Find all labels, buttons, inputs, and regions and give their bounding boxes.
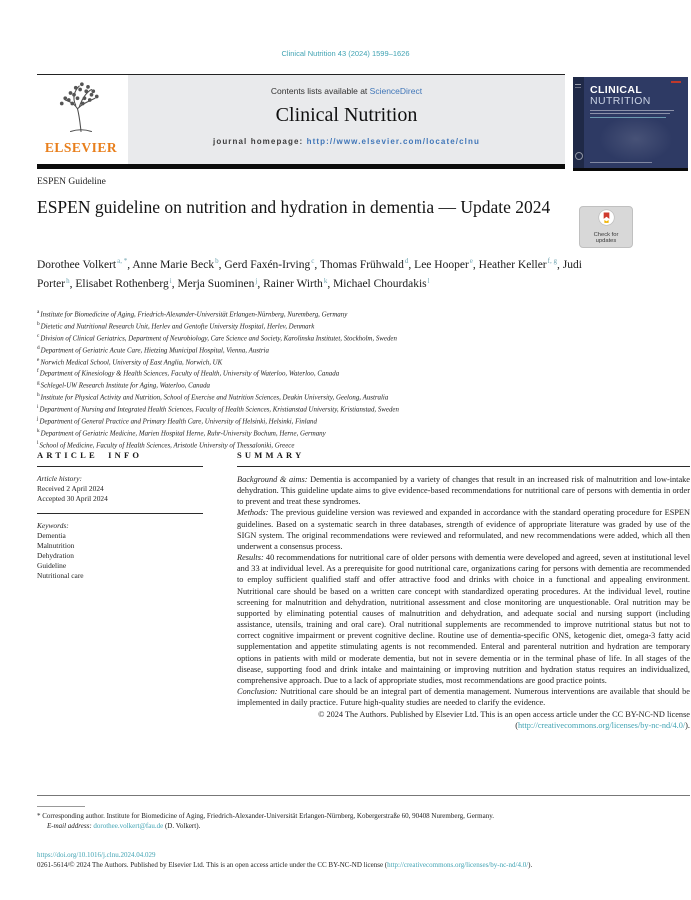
email-link[interactable]: dorothee.volkert@fau.de xyxy=(93,821,164,830)
keyword-item: Malnutrition xyxy=(37,541,75,550)
cover-bottom-line xyxy=(590,162,652,163)
article-type-label: ESPEN Guideline xyxy=(37,177,106,187)
correspondence-marker: * xyxy=(37,812,41,820)
article-title: ESPEN guideline on nutrition and hydration in dementia — Update 2024 xyxy=(37,197,551,217)
affiliation-row xyxy=(37,367,662,379)
summary-section-label: Results: xyxy=(237,553,264,563)
author-sup: b xyxy=(215,257,219,265)
affiliation-text: Institute for Biomedicine of Aging, Friedrich-Alexander-Universität Erlangen-Nürnberg, Nuremberg, Germany xyxy=(40,311,348,319)
affiliation-row xyxy=(37,415,662,427)
affiliation-marker: l xyxy=(37,439,39,446)
affiliation-marker: g xyxy=(37,380,40,387)
summary-heading: SUMMARY xyxy=(237,450,305,460)
affiliation-row xyxy=(37,379,662,391)
author xyxy=(479,259,563,271)
homepage-line xyxy=(128,137,565,146)
cover-subtitle-line xyxy=(590,110,674,111)
author xyxy=(320,259,414,271)
keyword-item: Dementia xyxy=(37,531,66,540)
affiliation-row xyxy=(37,332,662,344)
author-name: Elisabet Rothenberg xyxy=(75,278,169,291)
license-link[interactable]: http://creativecommons.org/licenses/by-nc-nd/4.0/ xyxy=(518,721,686,731)
affiliation-marker: d xyxy=(37,344,40,351)
sciencedirect-link[interactable]: ScienceDirect xyxy=(369,86,423,96)
email-label: E-mail address: xyxy=(47,821,94,830)
summary-section xyxy=(237,552,690,686)
summary-body xyxy=(237,474,690,732)
email-line xyxy=(37,822,690,832)
author-name: Thomas Frühwald xyxy=(319,258,404,271)
summary-column xyxy=(237,450,690,732)
author-sup: e xyxy=(469,257,473,265)
cover-watermark xyxy=(599,115,673,163)
authors-line xyxy=(37,254,595,293)
keywords-label: Keywords: xyxy=(37,521,69,530)
author xyxy=(132,259,224,271)
correspondence-line xyxy=(37,812,690,822)
keyword-item: Dehydration xyxy=(37,551,74,560)
issn-text: 0261-5614/© 2024 The Authors. Published by Elsevier Ltd. This is an open access article under the CC BY-NC-ND license ( xyxy=(37,861,388,869)
email-suffix: (D. Volkert). xyxy=(163,821,201,830)
article-history xyxy=(37,474,203,504)
contents-line xyxy=(128,75,565,96)
header-thick-divider xyxy=(37,164,565,169)
author-sup: h xyxy=(66,276,70,285)
affiliation-marker: b xyxy=(37,320,40,327)
summary-section xyxy=(237,507,690,552)
cover-volume-tick xyxy=(671,81,681,83)
doi-line xyxy=(37,851,155,859)
affiliation-text: School of Medicine, Faculty of Health Sciences, Aristotle University of Thessaloniki, Greece xyxy=(39,442,295,450)
affiliation-marker: a xyxy=(37,309,40,315)
homepage-link[interactable]: http://www.elsevier.com/locate/clnu xyxy=(306,137,480,146)
author-sup: l xyxy=(427,276,430,285)
affiliation-text: Department of Kinesiology & Health Sciences, Faculty of Health, University of Waterloo, Waterloo, Canada xyxy=(39,370,340,378)
affiliation-row xyxy=(37,344,662,356)
cover-title-line1: CLINICAL xyxy=(590,84,643,96)
author xyxy=(177,278,263,290)
affiliation-row xyxy=(37,356,662,368)
cover-title-line2: NUTRITION xyxy=(590,95,651,107)
author-sup: j xyxy=(255,276,258,285)
article-history-label: Article history: xyxy=(37,474,82,483)
summary-section-label: Background & aims: xyxy=(237,475,308,484)
author-name: Merja Suominen xyxy=(177,278,255,291)
author-name: Lee Hooper xyxy=(414,258,469,271)
cover-subtitle-line xyxy=(590,113,670,114)
author xyxy=(333,278,430,290)
issn-suffix: ). xyxy=(528,861,533,869)
journal-header-box xyxy=(128,75,565,164)
affiliation-row xyxy=(37,427,662,439)
affiliation-marker: c xyxy=(37,332,40,339)
journal-cover-thumbnail xyxy=(573,77,688,171)
doi-link[interactable]: https://doi.org/10.1016/j.clnu.2024.04.029 xyxy=(37,851,156,859)
author xyxy=(263,278,333,290)
check-for-updates-label: Check for updates xyxy=(593,232,619,245)
affiliation-text: Dietetic and Nutritional Research Unit, Herlev and Gentofte University Hospital, Herlev, Denmark xyxy=(40,323,315,331)
author xyxy=(414,259,478,271)
affiliation-text: Schlegel-UW Research Institute for Aging, Waterloo, Canada xyxy=(40,382,210,390)
author-name: Heather Keller xyxy=(478,258,547,271)
page-citation: Clinical Nutrition 43 (2024) 1599–1626 xyxy=(281,49,410,58)
affiliation-text: Department of Geriatric Medicine, Marien Hospital Herne, Ruhr-University Bochum, Herne, Germany xyxy=(40,430,326,438)
affiliation-marker: f xyxy=(37,368,39,375)
author-sup: a, * xyxy=(117,257,128,265)
correspondence-text: Corresponding author. Institute for Biomedicine of Aging, Friedrich-Alexander-Universität Erlangen-Nürnberg, Kobergerstraße 60, 90408 Nuremberg, Germany. xyxy=(40,812,495,820)
elsevier-tree-icon xyxy=(52,122,110,139)
summary-section-text: Nutritional care should be an integral part of dementia management. Numerous interventions are available that should be implemented in daily practice. Future high-quality studies are needed to clarify the evidence. xyxy=(237,686,690,708)
keyword-item: Nutritional care xyxy=(37,571,84,580)
author-sup: i xyxy=(169,276,172,285)
issn-license-link[interactable]: http://creativecommons.org/licenses/by-nc-nd/4.0/ xyxy=(387,861,529,869)
history-item: Received 2 April 2024 xyxy=(37,484,104,493)
affiliation-text: Department of Geriatric Acute Care, Hietzing Municipal Hospital, Vienna, Austria xyxy=(40,346,269,354)
elsevier-logo xyxy=(37,79,125,165)
summary-section-text: The previous guideline version was reviewed and expanded in accordance with the standard operating procedure for ESPEN guidelines. Based on a systematic search in three databases, strength of evidence of appropriate literature was graded by use of the SIGN system. The original recommendations were reviewed and reformulated, and new recommendations were added, which all then underwent a consensus process. xyxy=(237,508,690,551)
affiliation-row xyxy=(37,403,662,415)
summary-section-text: 40 recommendations for nutritional care of older persons with dementia were developed and agreed, seven at institutional level and 33 at individual level. As a prerequisite for good nutritional care, organizations caring for persons with dementia are recommended to employ sufficient qualified staff and offer attractive food and drinks with choice in a functional and appealing environment. Nutritional care should be based on a written care concept with standardized operating procedures. At the individual level, routine screening for malnutrition and dehydration, nutritional assessment and close monitoring are unquestionable. Oral nutrition may be supported by eliminating potential causes of malnutrition and dehydration, and adequate social and nursing support (including assistance, utensils, training and oral care). Oral nutritional supplements are recommended to improve nutritional status but not to correct cognitive impairment or prevent cognitive decline. Routine use of dementia-specific ONS, ketogenic diet, omega-3 fatty acid supplementation and appetite stimulating agents is not recommended. Enteral and parenteral nutrition and hydration are temporary options in patients with mild or moderate dementia, but not in severe dementia or in the terminal phase of life. In all stages of the disease, supporting food and drink intake and maintaining or improving nutrition and hydration status requires an individualized, comprehensive approach. Due to a lack of appropriate studies, most recommendations are good practice points. xyxy=(237,553,690,685)
author xyxy=(75,278,177,290)
affiliation-row xyxy=(37,320,662,332)
copyright-text: © 2024 The Authors. Published by Elsevier Ltd. This is an open access article under the CC BY-NC-ND license ( xyxy=(318,710,690,731)
affiliation-row xyxy=(37,439,662,451)
footnote-short-rule xyxy=(37,806,85,807)
author-sup: f, g xyxy=(547,257,557,265)
author xyxy=(224,259,320,271)
contents-prefix: Contents lists available at xyxy=(270,86,370,96)
affiliation-marker: i xyxy=(37,404,39,411)
cover-spine-mark xyxy=(575,84,581,85)
author-name: Rainer Wirth xyxy=(263,278,323,291)
summary-section-label: Methods: xyxy=(237,508,269,518)
author-sup: k xyxy=(323,276,328,285)
divider xyxy=(37,466,203,467)
issn-license-line xyxy=(37,861,690,869)
affiliations-list xyxy=(37,308,662,451)
affiliation-text: Department of General Practice and Primary Health Care, University of Helsinki, Helsinki, Finland xyxy=(39,418,317,426)
divider xyxy=(237,466,690,467)
cover-spine-mark xyxy=(575,87,581,88)
elsevier-wordmark: ELSEVIER xyxy=(44,140,118,155)
copyright-note xyxy=(237,709,690,731)
copyright-suffix: ). xyxy=(685,721,690,731)
keywords-block xyxy=(37,521,203,581)
summary-section xyxy=(237,474,690,507)
affiliation-row xyxy=(37,391,662,403)
article-info-heading: ARTICLE INFO xyxy=(37,450,143,460)
journal-title: Clinical Nutrition xyxy=(275,104,418,126)
author-name: Gerd Faxén-Irving xyxy=(224,258,311,271)
affiliation-marker: j xyxy=(37,416,39,423)
article-info-column xyxy=(37,450,203,581)
author-sup: c xyxy=(311,257,315,265)
affiliation-text: Norwich Medical School, University of East Anglia, Norwich, UK xyxy=(40,358,223,366)
footnote-area-divider xyxy=(37,795,690,796)
author-name: Dorothee Volkert xyxy=(37,258,117,271)
divider xyxy=(37,513,203,514)
affiliation-row xyxy=(37,308,662,320)
author-sup: d xyxy=(404,257,409,265)
check-for-updates-badge[interactable] xyxy=(579,206,633,248)
summary-section xyxy=(237,686,690,708)
correspondence-footnote xyxy=(37,812,690,832)
summary-section-text: Dementia is accompanied by a variety of changes that result in an increased risk of malnutrition and low-intake dehydration. This guideline update aims to give evidence-based recommendations for nutritional care of persons with dementia in order to prevent and treat these syndromes. xyxy=(237,475,690,507)
author-name: Anne Marie Beck xyxy=(132,258,215,271)
history-item: Accepted 30 April 2024 xyxy=(37,494,108,503)
affiliation-text: Department of Nursing and Integrated Health Sciences, Faculty of Health Sciences, Kristianstad University, Kristianstad, Sweden xyxy=(39,406,399,414)
summary-section-label: Conclusion: xyxy=(237,686,278,696)
affiliation-text: Division of Clinical Geriatrics, Department of Neurobiology, Care Science and Society, Karolinska Institutet, Stockholm, Sweden xyxy=(40,335,397,343)
author-name: Judi Porter xyxy=(37,258,582,291)
affiliation-marker: k xyxy=(37,427,40,434)
homepage-label: journal homepage: xyxy=(213,137,307,146)
keyword-item: Guideline xyxy=(37,561,67,570)
cover-title xyxy=(590,85,651,107)
affiliation-marker: e xyxy=(37,356,40,363)
affiliation-text: Institute for Physical Activity and Nutrition, School of Exercise and Nutrition Sciences, Deakin University, Geelong, Australia xyxy=(40,394,389,402)
author-name: Michael Chourdakis xyxy=(333,278,427,291)
crossmark-icon xyxy=(598,213,615,230)
author xyxy=(37,259,132,271)
cover-spine-logo-icon xyxy=(575,152,583,160)
affiliation-marker: h xyxy=(37,392,40,399)
